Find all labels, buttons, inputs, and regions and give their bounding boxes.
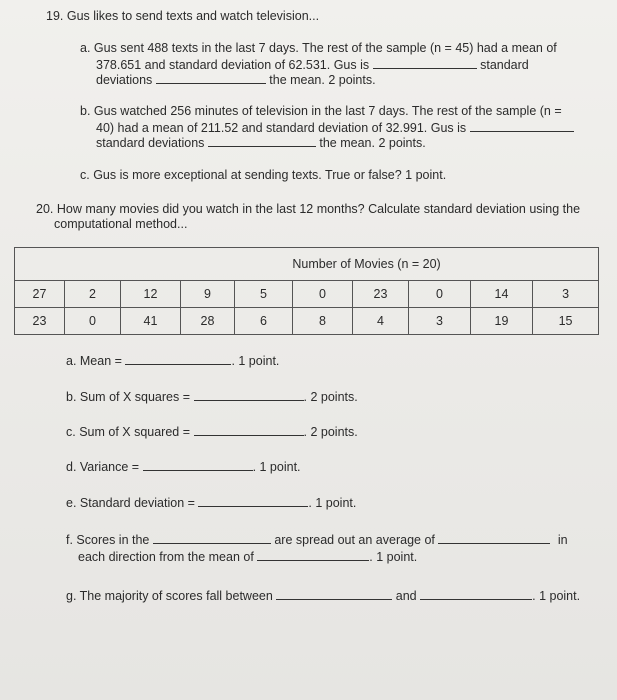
q20f-text: f. Scores in the (66, 533, 150, 547)
variance-blank[interactable] (143, 459, 253, 471)
q20g-blank-2[interactable] (420, 588, 532, 600)
q20b-points: . 2 points. (303, 390, 358, 404)
q19a-text: deviations (96, 73, 153, 87)
q19b-line3 (96, 135, 426, 151)
standard-deviation-blank[interactable] (198, 495, 308, 507)
q19-header: 19. Gus likes to send texts and watch television... (46, 9, 320, 23)
table-cell: 28 (181, 308, 235, 335)
q20f-line1 (66, 532, 568, 548)
q19b-line2 (96, 120, 574, 136)
table-cell: 3 (533, 281, 599, 308)
q20-header-line2: computational method... (54, 217, 188, 231)
q20e-label: e. Standard deviation = (66, 496, 195, 510)
q20a-points: . 1 point. (231, 354, 280, 368)
table-caption: Number of Movies (n = 20) (15, 248, 599, 281)
q20f-points: . 1 point. (369, 550, 418, 564)
q19b-blank-2[interactable] (208, 135, 316, 147)
q19a-line2 (96, 57, 529, 73)
q20-header-line1: 20. How many movies did you watch in the last 12 months? Calculate standard deviation using the (36, 202, 581, 216)
q19c: c. Gus is more exceptional at sending texts. True or false? 1 point. (80, 168, 447, 182)
q20g-points: . 1 point. (532, 589, 581, 603)
q20b (66, 389, 358, 405)
q20f-text: are spread out an average of (274, 533, 435, 547)
q19a-line3 (96, 72, 376, 88)
q20c-label: c. Sum of X squared = (66, 425, 191, 439)
q19a-blank-1[interactable] (373, 57, 477, 69)
table-cell: 12 (121, 281, 181, 308)
q20b-label: b. Sum of X squares = (66, 390, 191, 404)
table-cell: 6 (235, 308, 293, 335)
q19b-text: 40) had a mean of 211.52 and standard deviation of 32.991. Gus is (96, 121, 467, 135)
table-cell: 41 (121, 308, 181, 335)
q19a-line1: a. Gus sent 488 texts in the last 7 days. The rest of the sample (n = 45) had a mean of (80, 41, 557, 55)
q20d (66, 459, 301, 475)
table-cell: 15 (533, 308, 599, 335)
table-cell: 5 (235, 281, 293, 308)
q20f-blank-3[interactable] (257, 549, 369, 561)
q20g (66, 588, 580, 604)
q20f-blank-1[interactable] (153, 532, 271, 544)
table-cell: 4 (353, 308, 409, 335)
sum-x-squares-blank[interactable] (194, 389, 304, 401)
q19a-blank-2[interactable] (156, 72, 266, 84)
q20d-label: d. Variance = (66, 460, 140, 474)
table-cell: 0 (409, 281, 471, 308)
q20f-line2 (78, 549, 417, 565)
q20a-label: a. Mean = (66, 354, 122, 368)
q20d-points: . 1 point. (252, 460, 301, 474)
table-cell: 19 (471, 308, 533, 335)
q20g-text: and (395, 589, 417, 603)
q19a-text: the mean. 2 points. (269, 73, 376, 87)
q20e (66, 495, 356, 511)
table-row (15, 308, 599, 335)
table-cell: 8 (293, 308, 353, 335)
q20e-points: . 1 point. (308, 496, 357, 510)
q20a (66, 353, 279, 369)
q19a-text: standard (480, 58, 529, 72)
sum-x-squared-blank[interactable] (194, 424, 304, 436)
q19b-text: standard deviations (96, 136, 205, 150)
q19b-blank-1[interactable] (470, 120, 574, 132)
table-cell: 27 (15, 281, 65, 308)
q19b-line1: b. Gus watched 256 minutes of television in the last 7 days. The rest of the sample (n = (80, 104, 562, 118)
table-cell: 23 (15, 308, 65, 335)
q19a-text: 378.651 and standard deviation of 62.531. Gus is (96, 58, 370, 72)
q20g-blank-1[interactable] (276, 588, 392, 600)
q20c (66, 424, 358, 440)
table-cell: 3 (409, 308, 471, 335)
q20c-points: . 2 points. (303, 425, 358, 439)
table-cell: 0 (293, 281, 353, 308)
movies-table (14, 247, 599, 335)
q19b-text: the mean. 2 points. (319, 136, 426, 150)
q20f-text: in (557, 533, 568, 547)
table-row (15, 281, 599, 308)
table-cell: 14 (471, 281, 533, 308)
mean-blank[interactable] (125, 353, 231, 365)
q20g-text: g. The majority of scores fall between (66, 589, 273, 603)
q20f-blank-2[interactable] (438, 532, 550, 544)
q20f-text: each direction from the mean of (78, 550, 254, 564)
table-cell: 23 (353, 281, 409, 308)
table-cell: 2 (65, 281, 121, 308)
table-cell: 9 (181, 281, 235, 308)
table-cell: 0 (65, 308, 121, 335)
